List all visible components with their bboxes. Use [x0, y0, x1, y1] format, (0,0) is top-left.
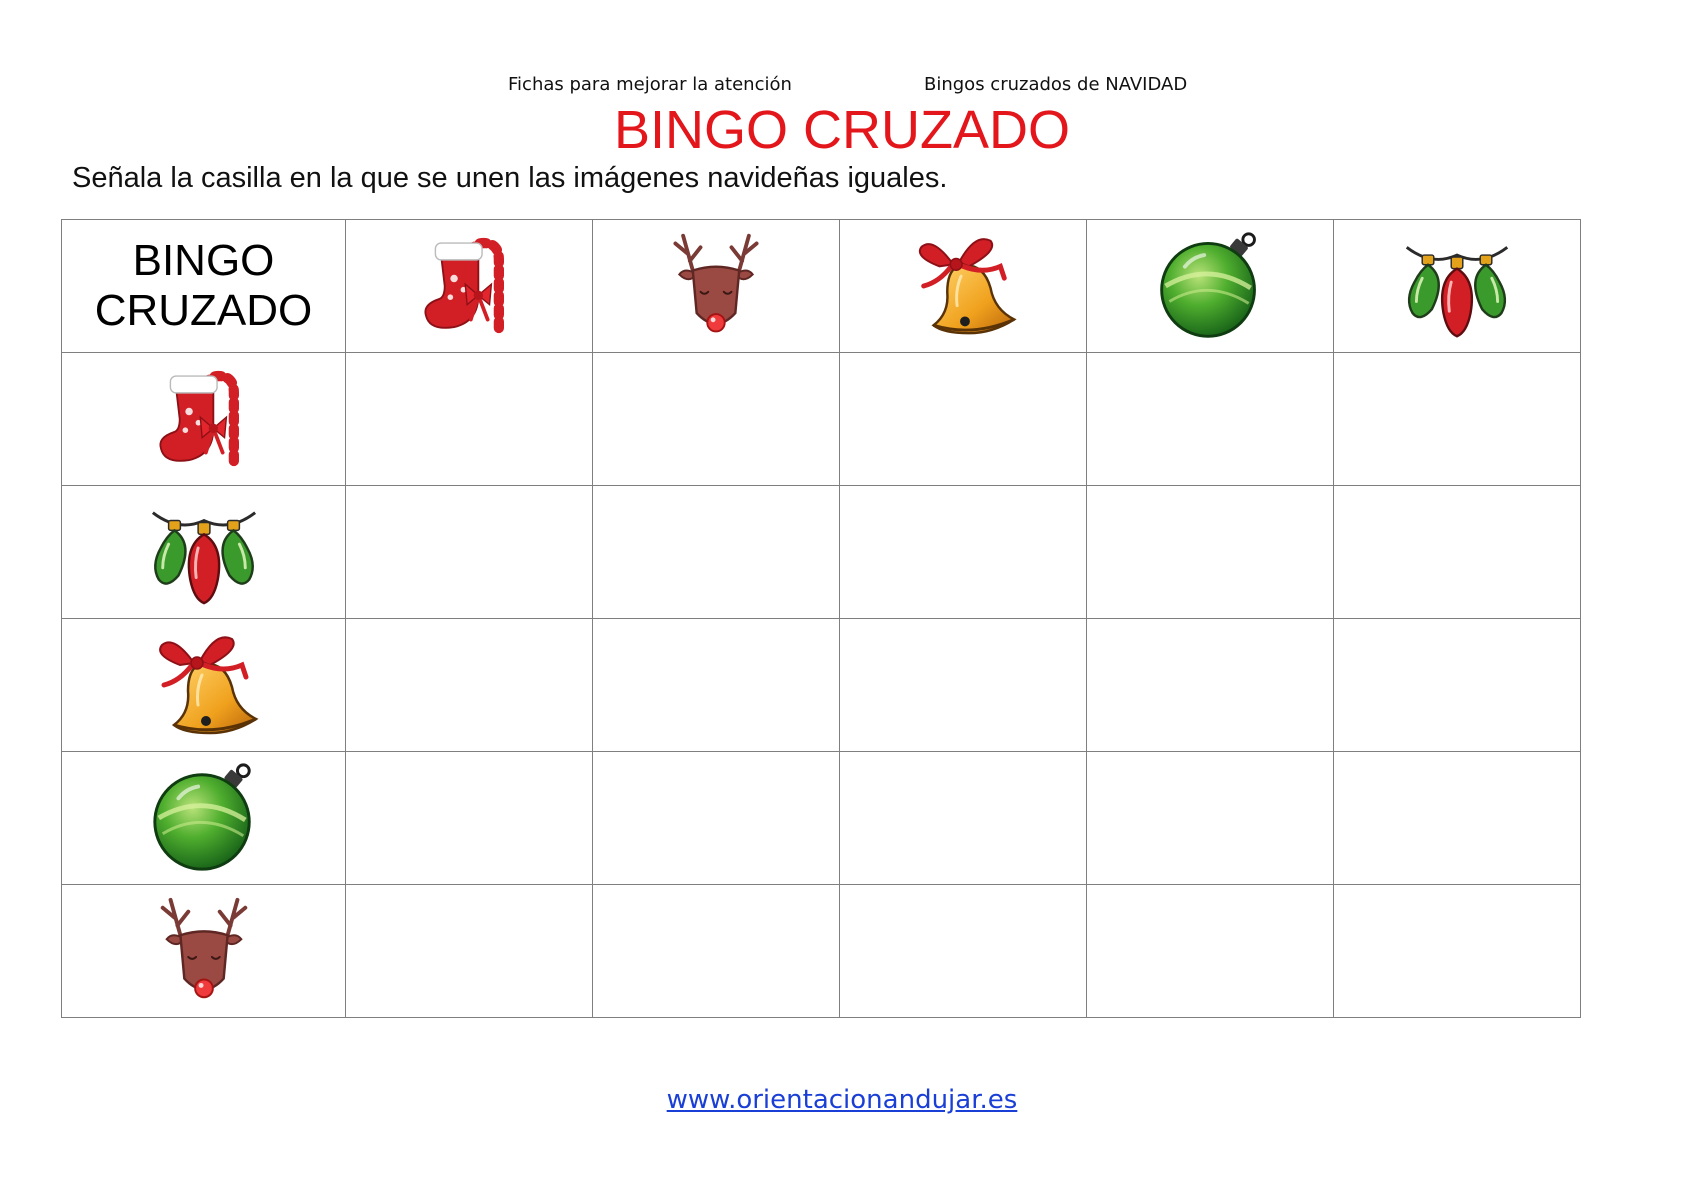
page-title: BINGO CRUZADO: [613, 100, 1071, 160]
grid-cell[interactable]: [593, 885, 840, 1018]
grid-cell[interactable]: [1087, 619, 1334, 752]
grid-cell[interactable]: [840, 486, 1087, 619]
stocking-icon: [413, 230, 525, 342]
grid-cell[interactable]: [1087, 486, 1334, 619]
grid-cell[interactable]: [346, 752, 593, 885]
grid-cell[interactable]: [1334, 619, 1581, 752]
instruction-text: Señala la casilla en la que se unen las imágenes navideñas iguales.: [72, 162, 948, 194]
grid-cell[interactable]: [840, 619, 1087, 752]
grid-cell[interactable]: [593, 353, 840, 486]
footer: [0, 1085, 1684, 1115]
grid-cell[interactable]: [1334, 353, 1581, 486]
corner-label-line2: CRUZADO: [94, 286, 313, 335]
grid-cell[interactable]: [1087, 885, 1334, 1018]
grid-cell[interactable]: [1087, 353, 1334, 486]
grid-row: [62, 486, 1581, 619]
row-header-3: [62, 619, 346, 752]
row-header-2: [62, 486, 346, 619]
row-header-4: [62, 752, 346, 885]
bingo-grid: [61, 219, 1581, 1018]
grid-header-row: [62, 220, 1581, 353]
stocking-icon: [148, 363, 260, 475]
reindeer-icon: [658, 228, 774, 344]
grid-cell[interactable]: [1087, 752, 1334, 885]
reindeer-icon: [145, 892, 263, 1010]
christmas-lights-icon: [1395, 228, 1519, 344]
column-header-3: [840, 220, 1087, 353]
grid-row: [62, 619, 1581, 752]
grid-cell[interactable]: [1334, 486, 1581, 619]
column-header-4: [1087, 220, 1334, 353]
ornament-ball-icon: [145, 759, 263, 877]
bell-icon: [904, 227, 1022, 345]
grid-cell[interactable]: [593, 619, 840, 752]
column-header-2: [593, 220, 840, 353]
grid-row: [62, 353, 1581, 486]
header-right-text: Bingos cruzados de NAVIDAD: [924, 74, 1188, 95]
column-header-5: [1334, 220, 1581, 353]
grid-cell[interactable]: [840, 885, 1087, 1018]
grid-cell[interactable]: [593, 752, 840, 885]
column-header-1: [346, 220, 593, 353]
grid-cell[interactable]: [346, 353, 593, 486]
christmas-lights-icon: [140, 493, 268, 611]
grid-row: [62, 752, 1581, 885]
row-header-1: [62, 353, 346, 486]
grid-cell[interactable]: [1334, 885, 1581, 1018]
grid-corner-label: [62, 220, 346, 353]
grid-cell[interactable]: [346, 486, 593, 619]
website-link[interactable]: www.orientacionandujar.es: [666, 1085, 1018, 1115]
bell-icon: [144, 625, 264, 745]
grid-cell[interactable]: [346, 885, 593, 1018]
grid-cell[interactable]: [346, 619, 593, 752]
grid-cell[interactable]: [593, 486, 840, 619]
ornament-ball-icon: [1152, 228, 1268, 344]
grid-row: [62, 885, 1581, 1018]
grid-cell[interactable]: [1334, 752, 1581, 885]
corner-label-line1: BINGO: [132, 236, 275, 285]
grid-cell[interactable]: [840, 752, 1087, 885]
grid-cell[interactable]: [840, 353, 1087, 486]
row-header-5: [62, 885, 346, 1018]
header-left-text: Fichas para mejorar la atención: [508, 74, 792, 95]
